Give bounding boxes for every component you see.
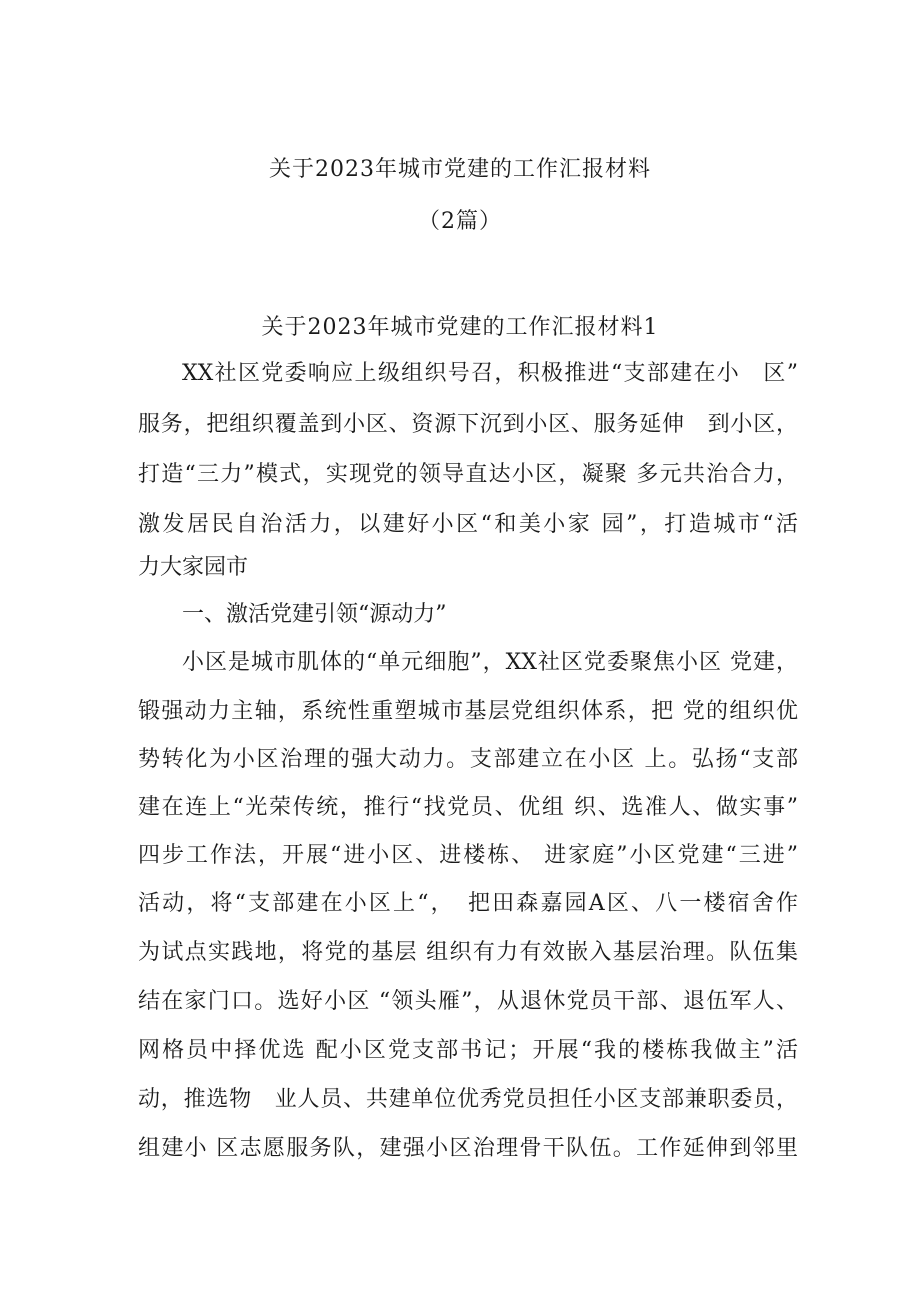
document-title: 关于2023年城市党建的工作汇报材料 (269, 157, 651, 182)
paragraph-line: 活动，将“支部建在小区上“， 把田森嘉园A区、八一楼宿舍作 (138, 891, 798, 916)
paragraph-line: 组建小 区志愿服务队，建强小区治理骨干队伍。工作延伸到邻里 (138, 1136, 798, 1161)
section-heading: 一、激活党建引领“源动力” (182, 602, 447, 627)
paragraph-line: 动，推选物 业人员、共建单位优秀党员担任小区支部兼职委员， (138, 1087, 798, 1112)
paragraph-line: 服务，把组织覆盖到小区、资源下沉到小区、服务延伸 到小区， (138, 412, 798, 437)
paragraph-line: 锻强动力主轴，系统性重塑城市基层党组织体系，把 党的组织优 (138, 699, 798, 724)
paragraph-line: 网格员中择优选 配小区党支部书记；开展“我的楼栋我做主”活 (138, 1038, 798, 1063)
paragraph-line: 力大家园市 (138, 555, 249, 580)
paragraph-line: 为试点实践地，将党的基层 组织有力有效嵌入基层治理。队伍集 (138, 940, 798, 965)
paragraph-line: 小区是城市肌体的“单元细胞”，XX社区党委聚焦小区 党建， (182, 650, 798, 675)
paragraph-line: 打造“三力”模式，实现党的领导直达小区，凝聚 多元共治合力， (138, 462, 798, 487)
paragraph-line: 四步工作法，开展“进小区、进楼栋、 进家庭”小区党建“三进” (138, 843, 798, 868)
document-count: （2篇） (418, 209, 502, 234)
paragraph-line: XX社区党委响应上级组织号召，积极推进“支部建在小 区” (182, 361, 798, 386)
paragraph-line: 建在连上“光荣传统，推行“找党员、优组 织、选准人、做实事” (138, 795, 798, 820)
paragraph-line: 激发居民自治活力，以建好小区“和美小家 园”，打造城市“活 (138, 512, 798, 537)
paragraph-line: 势转化为小区治理的强大动力。支部建立在小区 上。弘扬“支部 (138, 747, 798, 772)
paragraph-line: 结在家门口。选好小区 “领头雁”，从退休党员干部、退伍军人、 (138, 989, 798, 1014)
document-subtitle: 关于2023年城市党建的工作汇报材料1 (261, 315, 659, 340)
